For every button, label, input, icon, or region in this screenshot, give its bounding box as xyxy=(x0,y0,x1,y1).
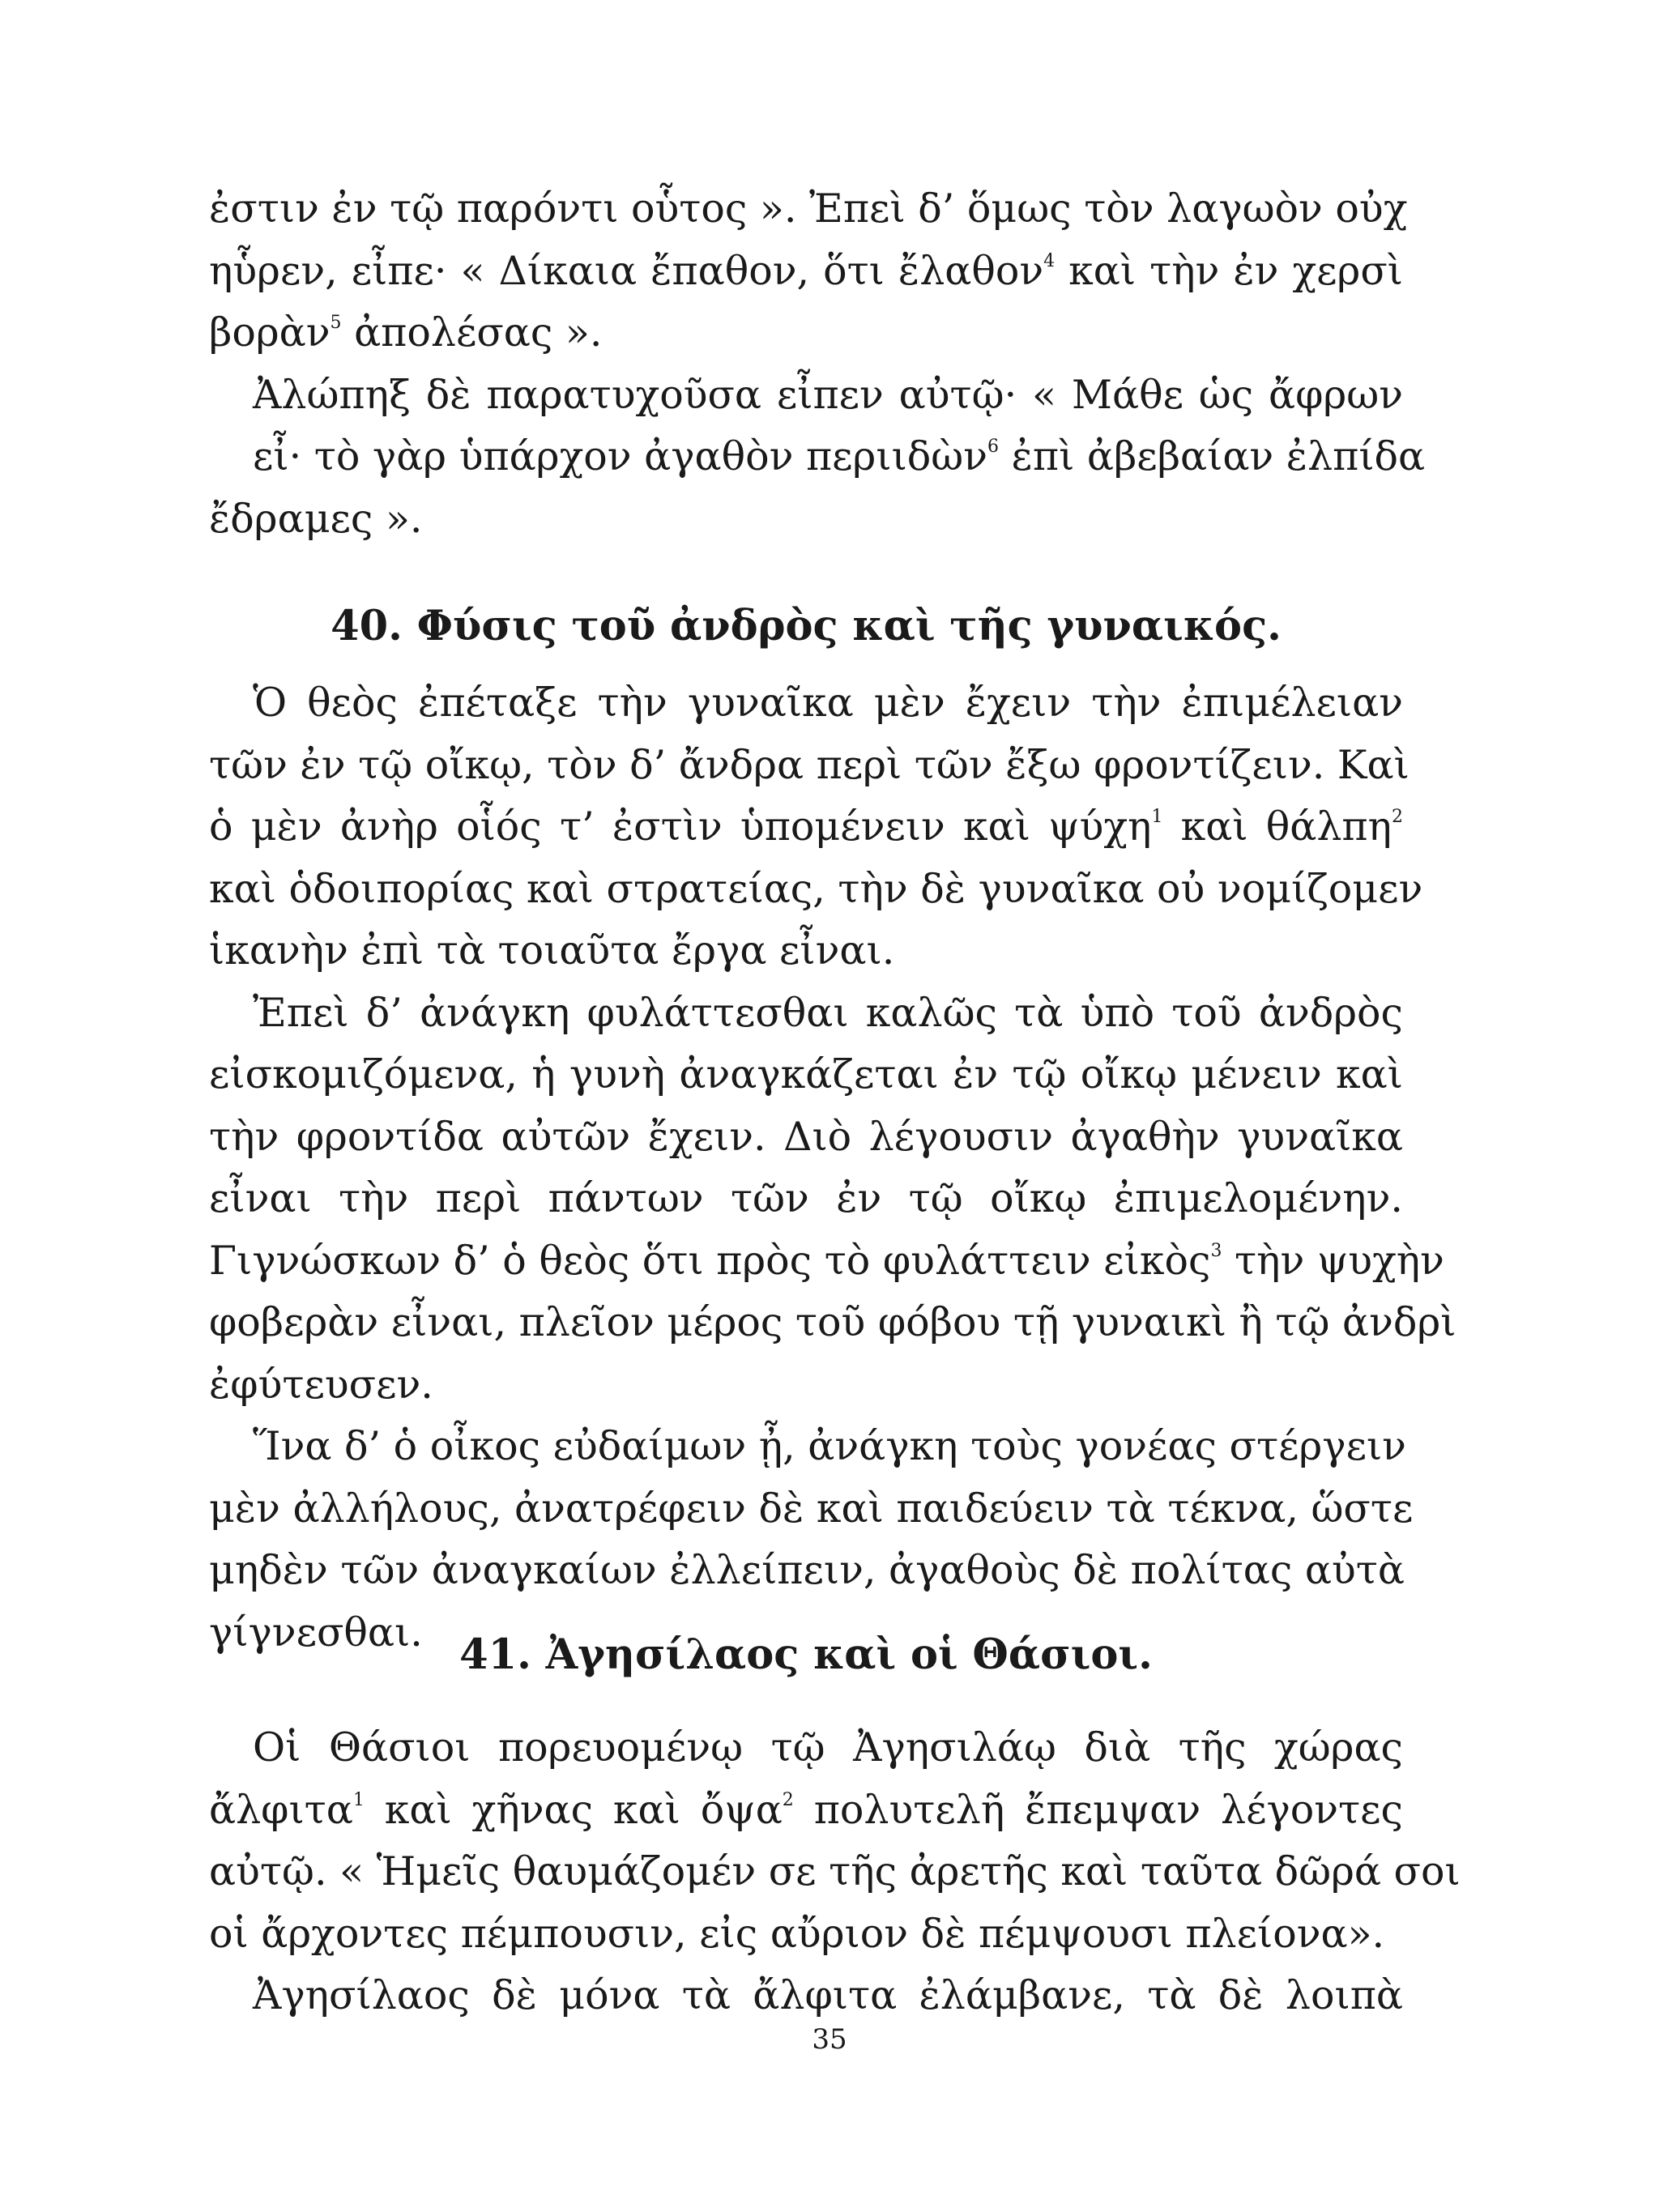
section-heading-40: 40. Φύσις τοῦ ἀνδρὸς καὶ τῆς γυναικός. xyxy=(331,602,1282,650)
page-number: 35 xyxy=(812,2023,847,2056)
text-line: οἱ ἄρχοντες πέμπουσιν, εἰς αὔριον δὲ πέμψουσι πλείονα». xyxy=(209,1910,1385,1957)
footnote-marker: 1 xyxy=(1151,807,1163,827)
footnote-marker: 2 xyxy=(782,1789,794,1810)
paragraph xyxy=(209,1717,1461,1965)
fable-41-text xyxy=(209,1717,1461,2027)
text-line: Ἀγησίλαος δὲ μόνα τὰ ἄλφιτα ἐλάμβανε, τὰ δὲ λοιπὰ xyxy=(253,1972,1403,2018)
fable-40-text xyxy=(209,672,1456,1664)
footnote-marker: 4 xyxy=(1043,250,1056,271)
text-line: μηδὲν τῶν ἀναγκαίων ἐλλείπειν, ἀγαθοὺς δὲ πολίτας αὐτὰ xyxy=(209,1547,1405,1593)
text-line: Ὁ θεὸς ἐπέταξε τὴν γυναῖκα μὲν ἔχειν τὴν ἐπιμέλειαν xyxy=(253,680,1403,726)
text-line: ηὗρεν, εἶπε· « Δίκαια ἔπαθον, ὅτι ἔλαθον$^4$ καὶ τὴν ἐν χερσὶ xyxy=(209,247,1403,294)
section-heading-41: 41. Ἀγησίλαος καὶ οἱ Θάσιοι. xyxy=(459,1630,1153,1679)
text-line: Ἀλώπηξ δὲ παρατυχοῦσα εἶπεν αὐτῷ· « Μάθε ὡς ἄφρων xyxy=(253,371,1403,418)
text-line: αὐτῷ. « Ἡμεῖς θαυμάζομέν σε τῆς ἀρετῆς καὶ ταῦτα δῶρά σοι xyxy=(209,1848,1461,1894)
text-line: ἐφύτευσεν. xyxy=(209,1361,433,1408)
text-line: εἶ· τὸ γὰρ ὑπάρχον ἀγαθὸν περιιδὼν$^6$ ἐπὶ ἀβεβαίαν ἐλπίδα xyxy=(253,433,1426,479)
footnote-marker: 6 xyxy=(987,437,1000,457)
text-line: Γιγνώσκων δ’ ὁ θεὸς ὅτι πρὸς τὸ φυλάττειν εἰκὸς$^3$ τὴν ψυχὴν xyxy=(209,1237,1444,1284)
text-line: Ἵνα δ’ ὁ οἶκος εὐδαίμων ᾖ, ἀνάγκη τοὺς γονέας στέργειν xyxy=(253,1423,1406,1469)
paragraph xyxy=(209,364,1426,551)
text-line: γίγνεσθαι. xyxy=(209,1609,423,1656)
text-line: τῶν ἐν τῷ οἴκῳ, τὸν δ’ ἄνδρα περὶ τῶν ἔξω φροντίζειν. Καὶ xyxy=(209,741,1410,788)
text-line: ἱκανὴν ἐπὶ τὰ τοιαῦτα ἔργα εἶναι. xyxy=(209,927,895,974)
footnote-marker: 1 xyxy=(352,1789,365,1810)
footnote-marker: 3 xyxy=(1210,1240,1222,1261)
text-line: φοβερὰν εἶναι, πλεῖον μέρος τοῦ φόβου τῇ γυναικὶ ἢ τῷ ἀνδρὶ xyxy=(209,1299,1456,1345)
paragraph xyxy=(209,1965,1403,2027)
paragraph xyxy=(209,672,1423,982)
text-line: μὲν ἀλλήλους, ἀνατρέφειν δὲ καὶ παιδεύειν τὰ τέκνα, ὥστε xyxy=(209,1485,1414,1532)
text-line: ἐστιν ἐν τῷ παρόντι οὗτος ». Ἐπεὶ δ’ ὅμως τὸν λαγωὸν οὐχ xyxy=(209,185,1408,232)
text-line: εἶναι τὴν περὶ πάντων τῶν ἐν τῷ οἴκῳ ἐπιμελομένην. xyxy=(209,1175,1403,1221)
text-line: ἔδραμες ». xyxy=(209,495,423,542)
text-line: καὶ ὁδοιπορίας καὶ στρατείας, τὴν δὲ γυναῖκα οὐ νομίζομεν xyxy=(209,865,1423,912)
text-line: ὁ μὲν ἀνὴρ οἷός τ’ ἐστὶν ὑπομένειν καὶ ψύχη$^1$ καὶ θάλπη$^2$ xyxy=(209,803,1403,850)
paragraph xyxy=(209,178,1408,364)
paragraph xyxy=(209,982,1456,1417)
fable-39-ending xyxy=(209,178,1426,550)
text-line: Οἱ Θάσιοι πορευομένῳ τῷ Ἀγησιλάῳ διὰ τῆς χώρας xyxy=(253,1724,1403,1771)
text-line: ἄλφιτα$^1$ καὶ χῆνας καὶ ὄψα$^2$ πολυτελῆ ἔπεμψαν λέγοντες xyxy=(209,1786,1403,1833)
text-line: Ἐπεὶ δ’ ἀνάγκη φυλάττεσθαι καλῶς τὰ ὑπὸ τοῦ ἀνδρὸς xyxy=(253,989,1403,1036)
text-line: εἰσκομιζόμενα, ἡ γυνὴ ἀναγκάζεται ἐν τῷ οἴκῳ μένειν καὶ xyxy=(209,1051,1403,1097)
text-line: τὴν φροντίδα αὐτῶν ἔχειν. Διὸ λέγουσιν ἀγαθὴν γυναῖκα xyxy=(209,1113,1403,1160)
text-line: βορὰν$^5$ ἀπολέσας ». xyxy=(209,309,603,356)
footnote-marker: 2 xyxy=(1392,807,1403,827)
footnote-marker: 5 xyxy=(330,313,342,333)
